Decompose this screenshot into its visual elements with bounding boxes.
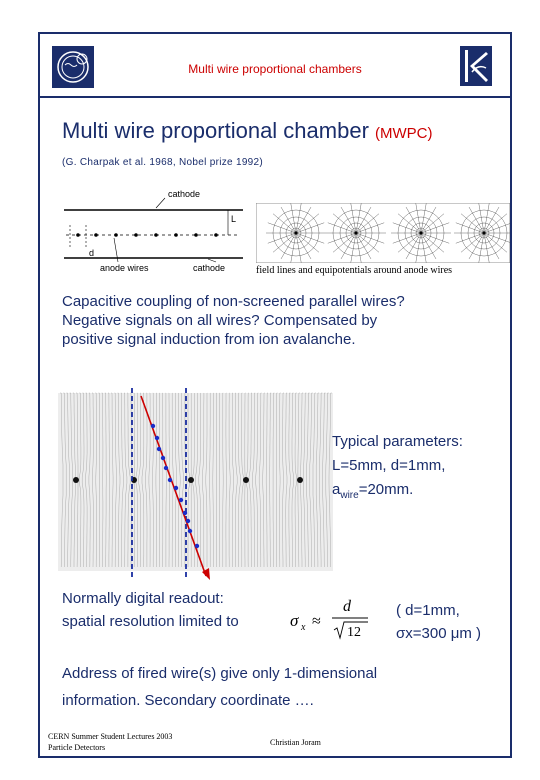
header-divider (40, 96, 510, 98)
svg-text:12: 12 (347, 625, 361, 640)
field-lines-caption: field lines and equipotentials around anode wires (256, 265, 453, 276)
footer-course: Particle Detectors (48, 743, 106, 752)
coupling-paragraph (62, 292, 502, 349)
paragraph-line: positive signal induction from ion avalanche. (62, 331, 356, 348)
svg-text:≈: ≈ (312, 613, 321, 630)
footer-lecture: CERN Summer Student Lectures 2003 (48, 732, 173, 741)
readout-line: spatial resolution limited to (62, 613, 239, 630)
svg-text:d: d (343, 598, 351, 615)
footer-left (48, 731, 172, 753)
resolution-note (396, 599, 481, 645)
svg-text:σ: σ (290, 611, 299, 630)
svg-text:x: x (301, 622, 306, 633)
resolution-formula (288, 596, 372, 642)
citation: (G. Charpak et al. 1968, Nobel prize 1992) (62, 157, 264, 168)
label-L: L (231, 214, 237, 224)
slide-title-abbrev: (MWPC) (375, 125, 433, 142)
chamber-schematic (58, 180, 258, 280)
label-d: d (89, 248, 95, 258)
track-field-figure (58, 388, 338, 580)
address-text (62, 660, 502, 714)
slide-title (62, 118, 433, 144)
resolution-note-line: σx=300 μm ) (396, 625, 482, 642)
paragraph-line: Negative signals on all wires? Compensated by (62, 312, 378, 329)
typical-parameters (332, 430, 463, 508)
address-line: information. Secondary coordinate …. (62, 692, 314, 709)
params-wire-radius: $a_{wire}=20mm$. (332, 481, 414, 501)
institute-logo-icon (460, 46, 492, 86)
label-anode-wires: anode wires (100, 263, 149, 273)
label-cathode-bottom: cathode (193, 263, 226, 273)
readout-text (62, 587, 239, 633)
params-dimensions: L=5mm, d=1mm, (332, 457, 446, 474)
header-title: Multi wire proportional chambers (188, 62, 362, 76)
readout-line: Normally digital readout: (62, 590, 224, 607)
footer-author: Christian Joram (270, 738, 321, 747)
params-heading: Typical parameters: (332, 433, 463, 450)
paragraph-line: Capacitive coupling of non-screened parallel wires? (62, 293, 405, 310)
field-lines-figure (256, 203, 510, 263)
slide-title-main: Multi wire proportional chamber (62, 118, 369, 143)
slide-header (40, 34, 510, 98)
address-line: Address of fired wire(s) give only 1-dimensional (62, 665, 378, 682)
label-cathode-top: cathode (168, 189, 201, 199)
resolution-note-line: ( d=1mm, (396, 602, 460, 619)
